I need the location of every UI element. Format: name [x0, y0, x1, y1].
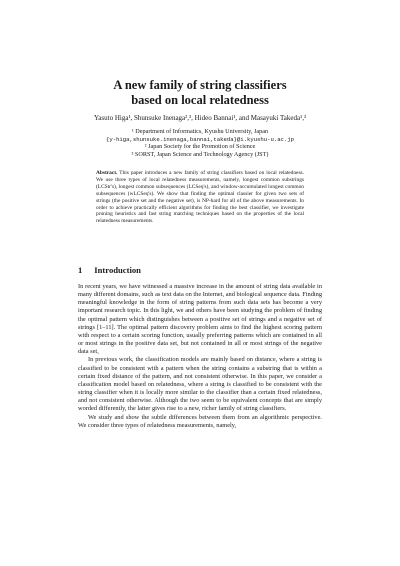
affiliation-1: ¹ Department of Informatics, Kyushu University, Japan — [131, 128, 269, 135]
paragraph-3: We study and show the subtle differences between them from an algorithmic perspective. We consider three types of relatedness measurements, namely, — [78, 413, 322, 429]
paper-title — [70, 78, 330, 108]
affiliations — [70, 128, 330, 158]
section-heading — [78, 265, 153, 275]
affiliation-3: ³ SORST, Japan Science and Technology Agency (JST) — [131, 150, 269, 158]
affiliation-2: ² Japan Society for the Promotion of Science — [144, 143, 256, 151]
title-line-2: based on local relatedness — [131, 93, 269, 107]
section-title: Introduction — [94, 265, 141, 275]
section-number: 1 — [78, 265, 83, 275]
body-text — [78, 283, 322, 430]
abstract-label: Abstract. — [96, 170, 118, 176]
author-emails: {y-higa,shunsuke.inenaga,bannai,takeda}@i.kyushu-u.ac.jp — [106, 135, 294, 143]
title-line-1: A new family of string classifiers — [113, 78, 287, 92]
abstract-text: This paper introduces a new family of string classifiers based on local relatedness. We use three types of local relatedness measurements, namely, longest common substrings (LCStr's), longest common subsequences (LCSeq's), and window-accumulated longest common subsequences (wLCSeq's). We show that finding the optimal classier for given two sets of strings (the positive set and the negative set), is NP-hard for all of the above measurements. In order to achieve practically efficient algorithms for finding the best classifier, we investigate pruning heuristics and fast string matching techniques based on the properties of the local relatedness measurements. — [96, 170, 304, 225]
paragraph-2: In previous work, the classification models are mainly based on distance, where a string is classified to be consistent with a pattern when the string contains a substring that is within a certain fixed distance of the pattern, and not consistent otherwise. In this paper, we consider a classification model based on relatedness, where a string is classified to be consistent with the string classifier when it is locally more similar to the classifier than a certain fixed relatedness, and not consistent otherwise. Although the two seem to be equivalent concepts that are simply worded differently, the latter gives rise to a new, richer family of string classifiers. — [78, 356, 322, 413]
paragraph-1: In recent years, we have witnessed a massive increase in the amount of string data available in many different domains, such as text data on the Internet, and biological sequence data. Finding meaningful knowledge in the form of string patterns from such data sets has become a very important research topic. In this light, we and others have been studying the problem of finding the optimal pattern which distinguishes between a positive set of strings and a negative set of strings [1–11]. The optimal pattern discovery problem aims to find the highest scoring pattern with respect to a certain scoring function, usually preferring patterns which are contained in all or most strings in the positive data set, but not contained in all or most strings of the negative data set, — [78, 283, 322, 356]
author-list: Yasuto Higa¹, Shunsuke Inenaga²,³, Hideo Bannai¹, and Masayuki Takeda¹,³ — [93, 114, 307, 122]
abstract — [96, 170, 304, 225]
